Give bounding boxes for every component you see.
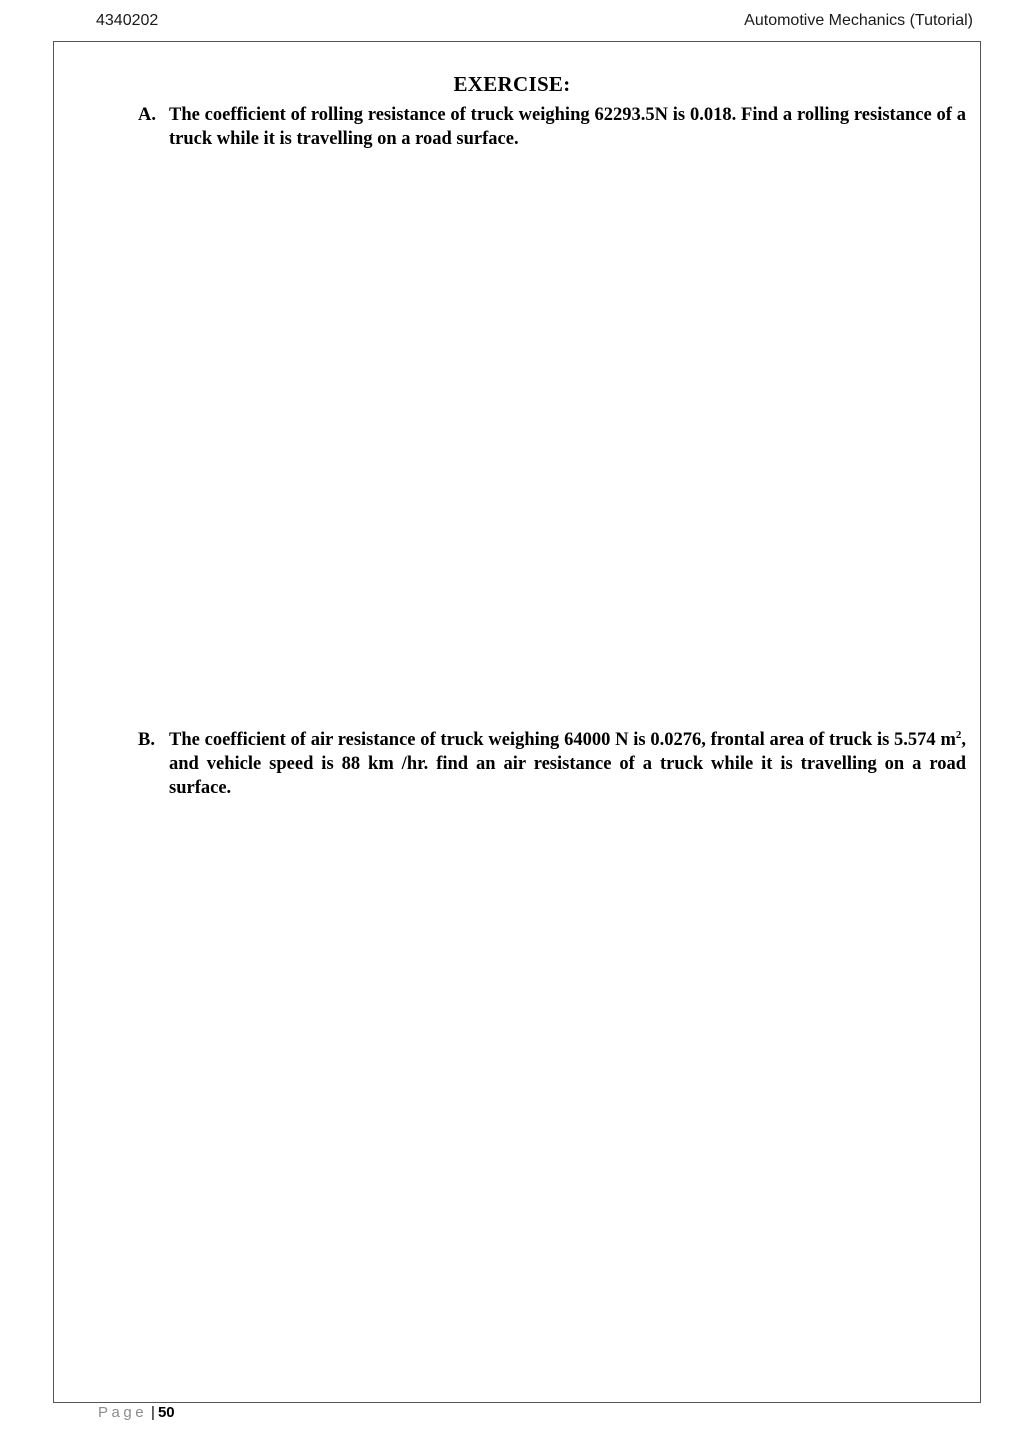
footer-page-number: 50 <box>157 1404 175 1421</box>
question-b-superscript: 2 <box>955 729 962 741</box>
question-b-text <box>169 728 966 800</box>
question-b <box>138 728 966 800</box>
question-b-text-part1: The coefficient of air resistance of truck weighing 64000 N is 0.0276, frontal area of truck is 5.574 m <box>169 730 956 750</box>
page-footer <box>98 1404 175 1421</box>
exercise-title: EXERCISE: <box>453 72 571 96</box>
footer-page-word: Page <box>98 1404 148 1421</box>
question-a-label: A. <box>138 105 156 125</box>
question-a-text: The coefficient of rolling resistance of truck weighing 62293.5N is 0.018. Find a rolling resistance of a truck while it is travelling on a road surface. <box>169 105 966 149</box>
footer-separator: | <box>151 1404 155 1421</box>
page-border-frame <box>53 41 981 1403</box>
header-subject-title: Automotive Mechanics (Tutorial) <box>744 12 973 29</box>
question-b-label: B. <box>138 730 155 750</box>
header-course-code: 4340202 <box>96 12 159 29</box>
question-a <box>138 103 966 151</box>
question-b-text-part2: , and vehicle speed is 88 km /hr. find an air resistance of a truck while it is travelling on a road surface. <box>169 730 966 798</box>
